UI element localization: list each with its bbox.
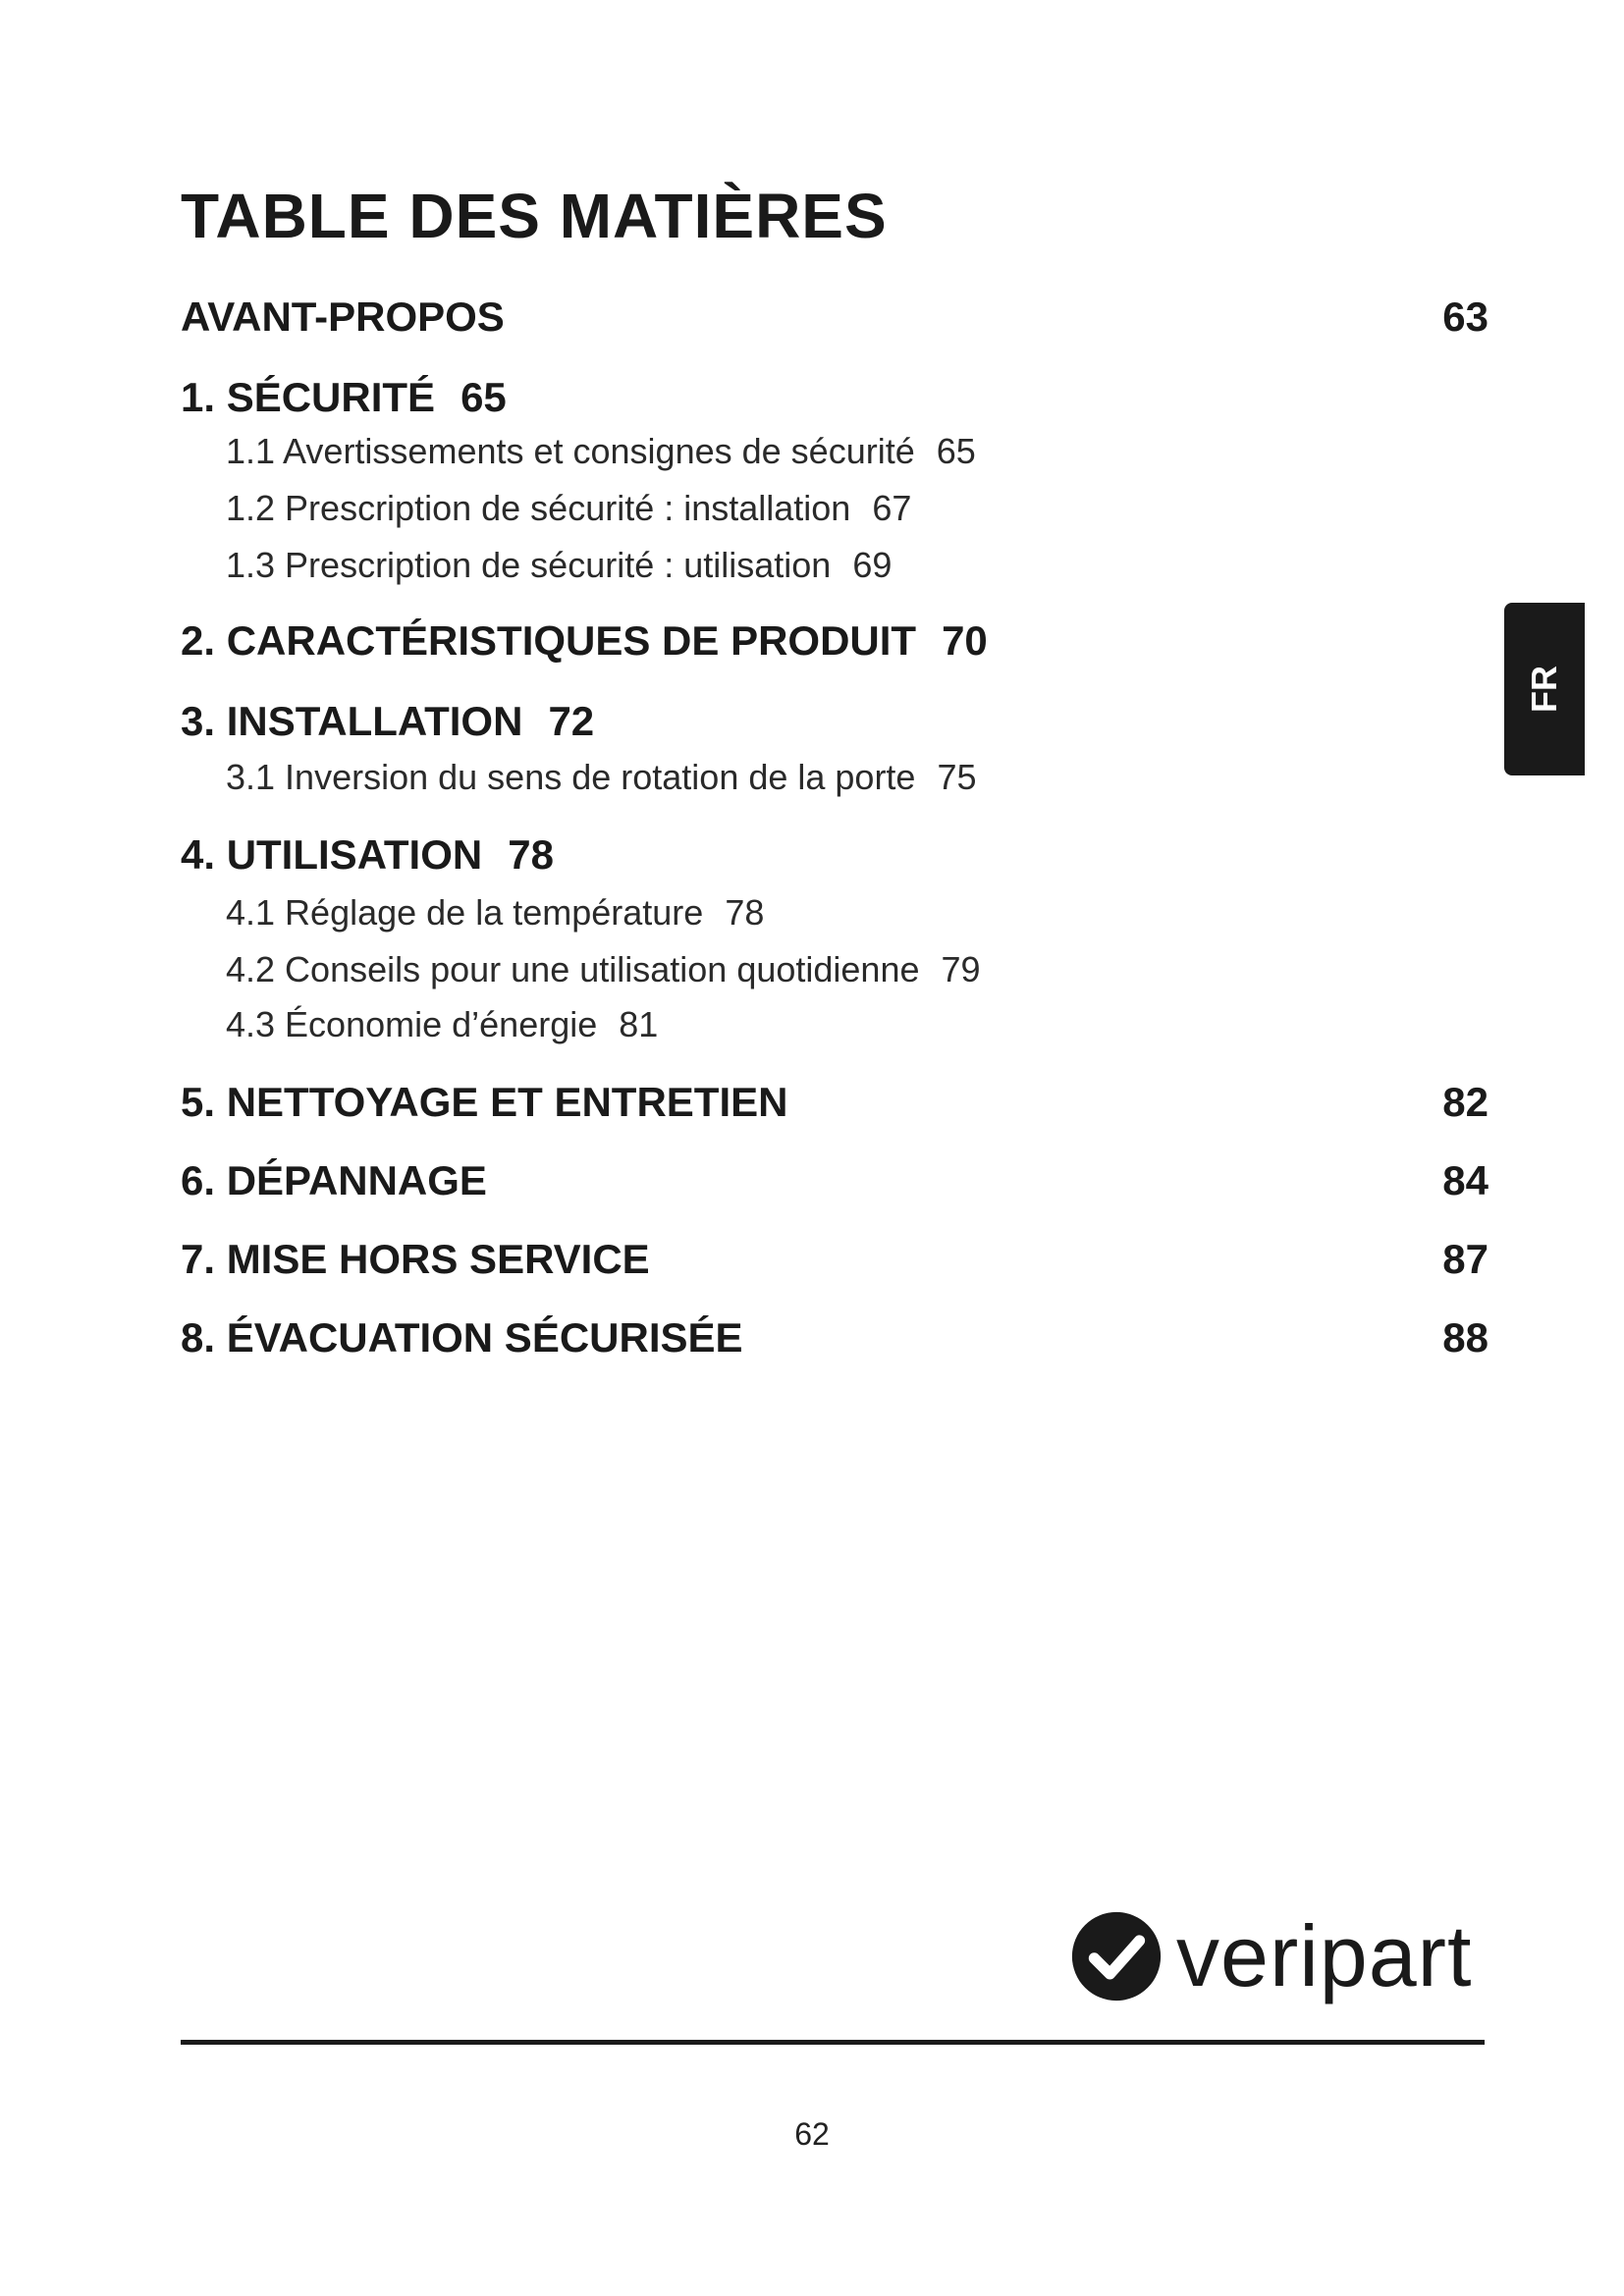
- page-number: 62: [794, 2116, 830, 2152]
- toc-entry-page: 70: [942, 617, 988, 664]
- toc-entry-securite[interactable]: [181, 374, 507, 420]
- toc-entry-label: 4. UTILISATION: [181, 831, 483, 878]
- toc-entry-page: 75: [937, 757, 977, 797]
- toc-entry-label: 3. INSTALLATION: [181, 698, 523, 744]
- toc-entry-label: AVANT-PROPOS: [181, 294, 505, 340]
- toc-entry-page: 81: [619, 1004, 659, 1044]
- toc-entry-page: 65: [460, 374, 507, 420]
- toc-entry-label: 4.3 Économie d’énergie: [226, 1004, 598, 1044]
- toc-entry-label: 2. CARACTÉRISTIQUES DE PRODUIT: [181, 617, 917, 664]
- toc-entry-page: 67: [872, 488, 912, 528]
- footer-divider: [181, 2040, 1485, 2045]
- toc-entry-page: 65: [936, 431, 976, 471]
- toc-entry-page: 82: [1442, 1079, 1489, 1125]
- brand-name: veripart: [1176, 1907, 1473, 2004]
- toc-entry-label: 1.3 Prescription de sécurité : utilisation: [226, 545, 832, 585]
- toc-entry-label: 1.1 Avertissements et consignes de sécurité: [226, 431, 915, 471]
- toc-entry-label: 3.1 Inversion du sens de rotation de la porte: [226, 757, 916, 797]
- toc-subentry-1-3[interactable]: [226, 545, 893, 585]
- language-tab-label: FR: [1524, 666, 1564, 713]
- toc-entry-label: 1. SÉCURITÉ: [181, 374, 436, 420]
- toc-entry-label: 7. MISE HORS SERVICE: [181, 1236, 650, 1282]
- toc-entry-page: 69: [852, 545, 893, 585]
- toc-entry-page: 88: [1442, 1314, 1489, 1361]
- toc-entry-page: 78: [508, 831, 554, 878]
- toc-entry-page: 79: [941, 949, 981, 989]
- toc-subentry-4-2[interactable]: [226, 949, 981, 989]
- toc-entry-depannage[interactable]: [181, 1157, 487, 1203]
- toc-subentry-1-1[interactable]: [226, 431, 976, 471]
- toc-subentry-4-1[interactable]: [226, 892, 765, 933]
- toc-entry-page: 63: [1442, 294, 1489, 340]
- brand-logo: [1070, 1907, 1473, 2004]
- toc-subentry-1-2[interactable]: [226, 488, 912, 528]
- toc-entry-page: 87: [1442, 1236, 1489, 1282]
- toc-entry-label: 1.2 Prescription de sécurité : installation: [226, 488, 851, 528]
- toc-entry-label: 5. NETTOYAGE ET ENTRETIEN: [181, 1079, 788, 1125]
- toc-subentry-4-3[interactable]: [226, 1004, 659, 1044]
- toc-entry-page: 78: [725, 892, 765, 933]
- toc-entry-label: 4.1 Réglage de la température: [226, 892, 704, 933]
- toc-entry-page: 84: [1442, 1157, 1489, 1203]
- toc-entry-label: 4.2 Conseils pour une utilisation quotidienne: [226, 949, 920, 989]
- toc-entry-evacuation[interactable]: [181, 1314, 743, 1361]
- toc-entry-utilisation[interactable]: [181, 831, 554, 878]
- toc-entry-mise-hors-service[interactable]: [181, 1236, 650, 1282]
- language-tab: [1504, 603, 1585, 775]
- toc-entry-caracteristiques[interactable]: [181, 617, 988, 664]
- toc-entry-avant-propos[interactable]: [181, 296, 505, 338]
- toc-subentry-3-1[interactable]: [226, 757, 977, 797]
- toc-entry-page: 72: [548, 698, 595, 744]
- toc-entry-label: 8. ÉVACUATION SÉCURISÉE: [181, 1314, 743, 1361]
- toc-entry-label: 6. DÉPANNAGE: [181, 1157, 487, 1203]
- toc-entry-installation[interactable]: [181, 698, 595, 744]
- page-title: TABLE DES MATIÈRES: [181, 181, 888, 251]
- toc-entry-nettoyage[interactable]: [181, 1079, 788, 1125]
- checkmark-circle-icon: [1070, 1910, 1163, 2002]
